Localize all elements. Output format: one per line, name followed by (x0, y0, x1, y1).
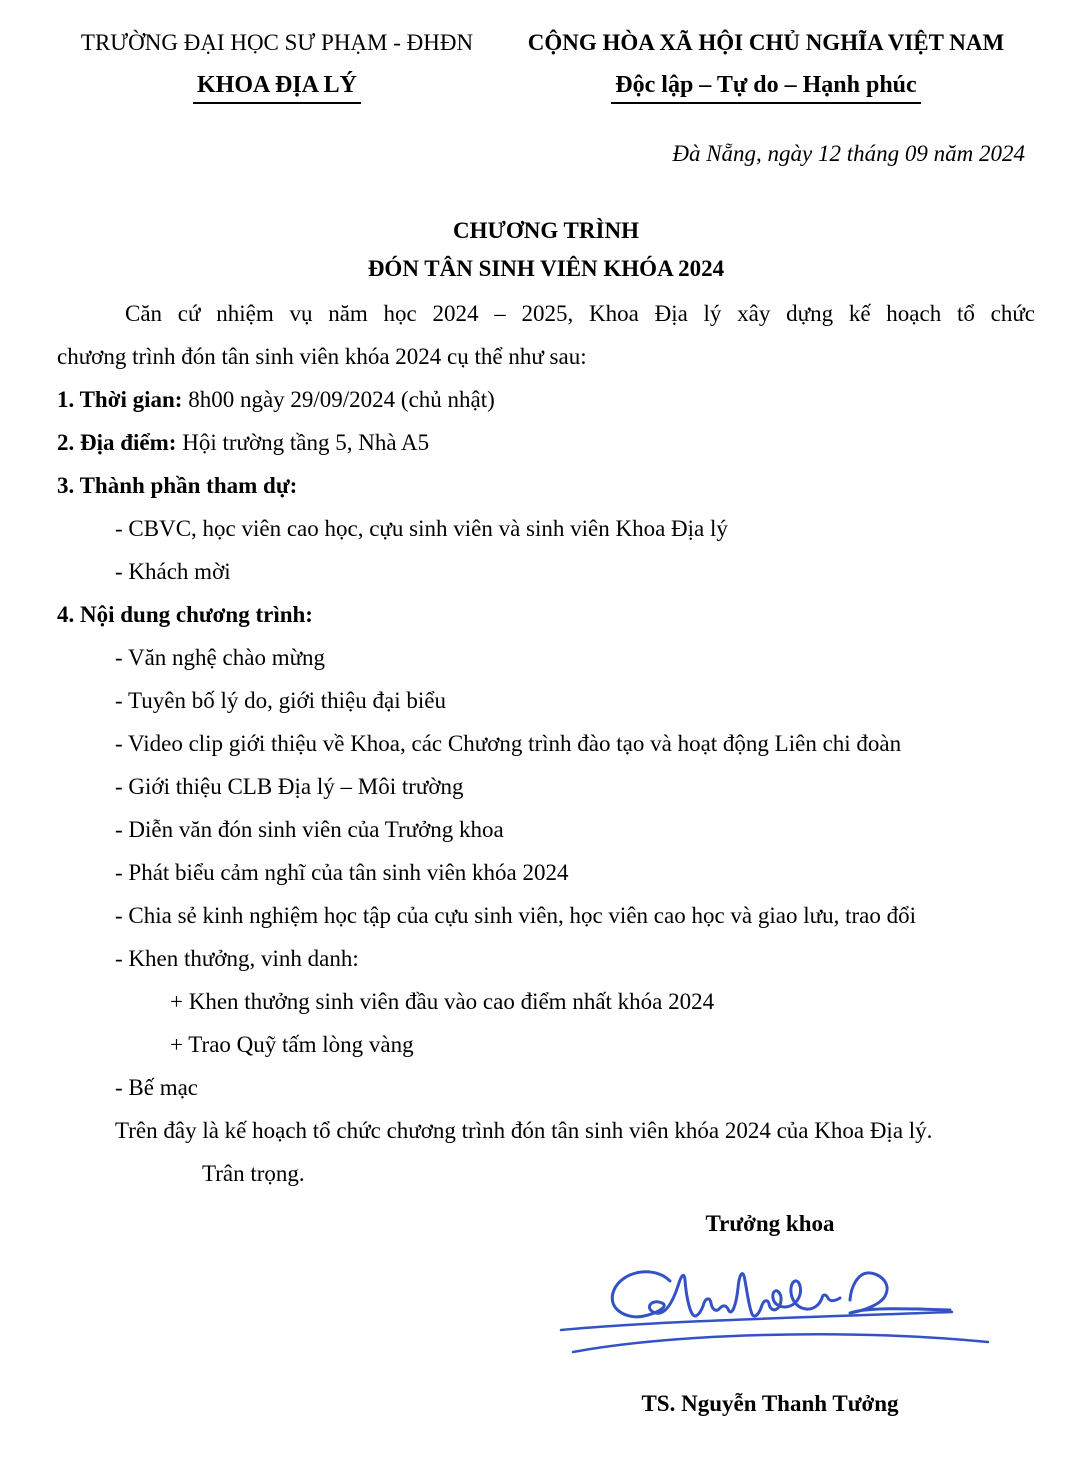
closing-statement: Trên đây là kế hoạch tổ chức chương trình đón tân sinh viên khóa 2024 của Khoa Địa lý. (115, 1118, 933, 1143)
document-subtitle: ĐÓN TÂN SINH VIÊN KHÓA 2024 (367, 256, 725, 281)
faculty-name (57, 64, 497, 106)
item-place-value: Hội trường tầng 5, Nhà A5 (176, 430, 430, 455)
intro-line-1: Căn cứ nhiệm vụ năm học 2024 – 2025, Khoa Địa lý xây dựng kế hoạch tổ chức (125, 301, 1035, 326)
participants-item: - Khách mời (115, 559, 231, 584)
document-header (57, 22, 1035, 106)
content-item: - Phát biểu cảm nghĩ của tân sinh viên khóa 2024 (115, 860, 569, 885)
award-item: + Trao Quỹ tấm lòng vàng (170, 1032, 414, 1057)
signer-name: TS. Nguyễn Thanh Tưởng (641, 1391, 899, 1416)
regards-line: Trân trọng. (202, 1161, 305, 1186)
item-time-label: 1. Thời gian: (57, 387, 183, 412)
item-content-label: 4. Nội dung chương trình: (57, 602, 313, 627)
item-place-label: 2. Địa điểm: (57, 430, 177, 455)
item-content (57, 593, 1035, 636)
item-place (57, 421, 1035, 464)
item-time (57, 378, 1035, 421)
item-time-value: 8h00 ngày 29/09/2024 (chủ nhật) (182, 387, 495, 412)
document-body (57, 292, 1035, 1195)
intro-line-2: chương trình đón tân sinh viên khóa 2024 cụ thể như sau: (57, 344, 587, 369)
national-motto (497, 64, 1035, 106)
content-item: - Diễn văn đón sinh viên của Trưởng khoa (115, 817, 504, 842)
national-title: CỘNG HÒA XÃ HỘI CHỦ NGHĨA VIỆT NAM (527, 30, 1005, 55)
content-item: - Tuyên bố lý do, giới thiệu đại biểu (115, 688, 446, 713)
date-line: Đà Nẵng, ngày 12 tháng 09 năm 2024 (672, 141, 1025, 166)
participants-item: - CBVC, học viên cao học, cựu sinh viên và sinh viên Khoa Địa lý (115, 516, 728, 541)
signer-role: Trưởng khoa (705, 1211, 835, 1236)
title-block (57, 212, 1035, 288)
item-participants-label: 3. Thành phần tham dự: (57, 473, 298, 498)
content-item: - Video clip giới thiệu về Khoa, các Chương trình đào tạo và hoạt động Liên chi đoàn (115, 731, 902, 756)
content-item: - Chia sẻ kinh nghiệm học tập của cựu sinh viên, học viên cao học và giao lưu, trao đổi (115, 903, 916, 928)
award-item: + Khen thưởng sinh viên đầu vào cao điểm nhất khóa 2024 (170, 989, 715, 1014)
content-item: - Văn nghệ chào mừng (115, 645, 326, 670)
document-title: CHƯƠNG TRÌNH (453, 218, 639, 243)
content-item: - Giới thiệu CLB Địa lý – Môi trường (115, 774, 464, 799)
item-participants (57, 464, 1035, 507)
faculty-name-text: KHOA ĐỊA LÝ (193, 70, 361, 104)
university-name: TRƯỜNG ĐẠI HỌC SƯ PHẠM - ĐHĐN (80, 30, 474, 55)
closing-item: - Bế mạc (115, 1075, 199, 1100)
signature-ink-icon (552, 1256, 1032, 1368)
header-left-column (57, 22, 497, 106)
header-right-column (497, 22, 1035, 106)
content-item: - Khen thưởng, vinh danh: (115, 946, 359, 971)
national-motto-text: Độc lập – Tự do – Hạnh phúc (611, 70, 920, 104)
